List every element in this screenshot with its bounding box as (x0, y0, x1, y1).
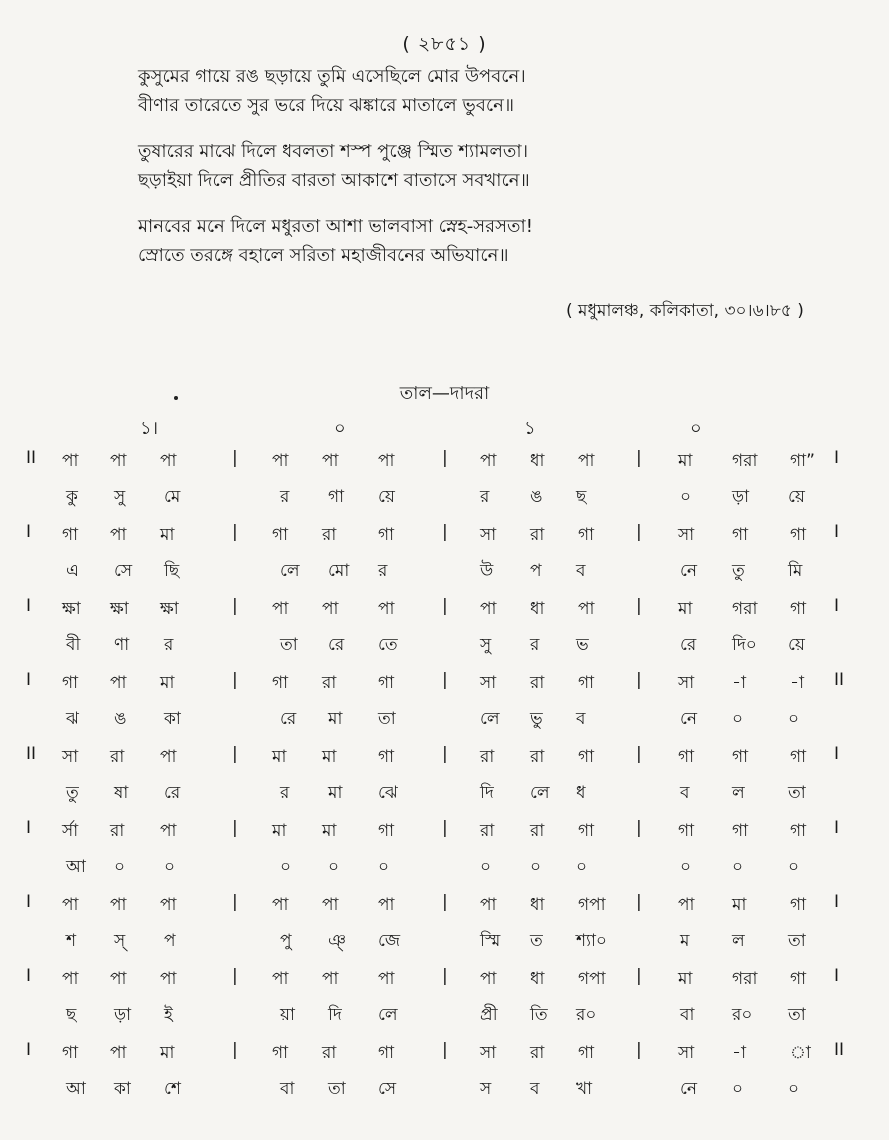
lyric-syllable: ড়া (732, 487, 750, 507)
swara-note: মা (322, 821, 337, 841)
lyric-syllable: তা (328, 1079, 346, 1099)
swara-note: পা (160, 451, 177, 471)
swara-note: মা (160, 525, 175, 545)
lyric-syllable: সু (480, 635, 492, 655)
lyric-syllable: তু (732, 561, 745, 581)
lyric-syllable: ই (164, 1005, 173, 1025)
bar-divider: | (636, 966, 642, 986)
bar-divider: | (232, 670, 238, 690)
lyric-syllable: ণা (114, 635, 130, 655)
swara-note: পা (272, 895, 289, 915)
swara-note: গা (678, 747, 695, 767)
lyric-syllable: রে (164, 783, 181, 803)
swara-row (0, 818, 889, 854)
lyric-syllable: ভ (576, 635, 589, 655)
bar-divider: | (232, 744, 238, 764)
lyric-syllable: ০ (732, 1079, 744, 1099)
lyric-syllable: মো (328, 561, 350, 581)
bar-divider: | (636, 1040, 642, 1060)
bar-divider: | (442, 522, 448, 542)
start-bar-mark: II (26, 744, 37, 764)
lyric-syllable: উ (480, 561, 494, 581)
lyric-syllable: ০ (164, 857, 176, 877)
swara-row (0, 744, 889, 780)
swara-note: -া (732, 673, 746, 693)
lyric-syllable: য়া (280, 1005, 295, 1025)
notation-table (0, 448, 889, 1114)
swara-note: পা (110, 1043, 127, 1063)
lyric-syllable: য়ে (378, 487, 395, 507)
lyric-syllable: ০ (680, 857, 692, 877)
swara-note: সা (62, 747, 79, 767)
swara-note: রা (530, 821, 545, 841)
lyric-syllable: র (378, 561, 388, 581)
lyric-syllable: জে (378, 931, 401, 951)
lyric-syllable: ০ (576, 857, 588, 877)
lyric-syllable: শ্যা০ (576, 931, 607, 951)
lyric-syllable: র (530, 635, 540, 655)
beat-mark: ১। (140, 418, 159, 439)
lyric-syllable: ঙ (114, 709, 127, 729)
lyric-syllable: ল (732, 783, 745, 803)
swara-note: গা (62, 673, 79, 693)
swara-note: গা (378, 821, 395, 841)
swara-note: গা (578, 747, 595, 767)
swara-note: রা (530, 673, 545, 693)
swara-note: মা (322, 747, 337, 767)
swara-note: মা (678, 451, 693, 471)
lyric-syllable: প্রী (480, 1005, 498, 1025)
end-bar-mark: I (834, 892, 840, 912)
swara-note: সা (678, 1043, 695, 1063)
lyric-syllable: লে (530, 783, 550, 803)
swara-note: পা (110, 451, 127, 471)
lyric-syllable: মে (164, 487, 181, 507)
bar-divider: | (232, 522, 238, 542)
swara-note: গপা (578, 895, 606, 915)
poem-line: ছড়াইয়া দিলে প্রীতির বারতা আকাশে বাতাসে সবখানে॥ (138, 170, 530, 191)
end-bar-mark: I (834, 596, 840, 616)
start-bar-mark: I (26, 596, 32, 616)
lyric-syllable: ছি (164, 561, 180, 581)
lyric-syllable: ০ (732, 709, 744, 729)
swara-note: ক্ষা (62, 599, 81, 619)
lyric-syllable: স্মি (480, 931, 501, 951)
bar-divider: | (442, 966, 448, 986)
start-bar-mark: II (26, 448, 37, 468)
swara-row (0, 522, 889, 558)
lyric-syllable: প (164, 931, 176, 951)
bar-divider: | (636, 744, 642, 764)
swara-note: গা (790, 821, 807, 841)
bar-divider: | (636, 892, 642, 912)
bar-divider: | (636, 818, 642, 838)
swara-note: গা (272, 1043, 289, 1063)
poem-line: তুষারের মাঝে দিলে ধবলতা শস্প পুঞ্জে স্মিত শ্যামলতা। (138, 141, 529, 162)
lyric-syllable: র (280, 783, 290, 803)
lyric-syllable: তে (378, 635, 398, 655)
lyric-syllable: রে (280, 709, 297, 729)
end-bar-mark: II (834, 1040, 845, 1060)
lyric-syllable: য়ে (788, 487, 805, 507)
lyric-syllable: ০ (680, 487, 692, 507)
swara-note: ক্ষা (110, 599, 129, 619)
swara-note: গা (578, 673, 595, 693)
attribution: ( মধুমালঞ্চ, কলিকাতা, ৩০।৬।৮৫ ) (566, 301, 804, 321)
lyric-syllable: তা (788, 783, 806, 803)
swara-note: রা (480, 821, 495, 841)
start-bar-mark: I (26, 1040, 32, 1060)
end-bar-mark: I (834, 966, 840, 986)
swara-note: মা (678, 969, 693, 989)
swara-note: পা (378, 451, 395, 471)
lyric-row (0, 928, 889, 966)
swara-note: ক্ষা (160, 599, 179, 619)
bar-divider: | (442, 892, 448, 912)
swara-note: পা (378, 969, 395, 989)
lyric-syllable: কা (114, 1079, 131, 1099)
swara-note: পা (110, 895, 127, 915)
swara-note: পা (378, 599, 395, 619)
swara-note: ধা (530, 895, 545, 915)
swara-note: গা (378, 525, 395, 545)
swara-note: গা (378, 1043, 395, 1063)
swara-note: পা (160, 895, 177, 915)
lyric-syllable: ঞ্ (328, 931, 346, 951)
swara-note: গা (62, 525, 79, 545)
lyric-syllable: প (530, 561, 542, 581)
lyric-syllable: মা (328, 783, 343, 803)
lyric-row (0, 1002, 889, 1040)
swara-note: পা (62, 895, 79, 915)
swara-note: গরা (732, 451, 758, 471)
lyric-syllable: কা (164, 709, 181, 729)
bar-divider: | (232, 1040, 238, 1060)
end-bar-mark: I (834, 448, 840, 468)
tala-title: তাল—দাদরা (399, 383, 490, 404)
swara-note: পা (272, 599, 289, 619)
swara-note: সা (678, 673, 695, 693)
start-bar-mark: I (26, 892, 32, 912)
lyric-row (0, 632, 889, 670)
lyric-syllable: মা (328, 709, 343, 729)
lyric-syllable: ০ (530, 857, 542, 877)
beat-mark: ০ (334, 418, 346, 439)
lyric-syllable: গা (328, 487, 345, 507)
lyric-syllable: র (480, 487, 490, 507)
lyric-row (0, 1076, 889, 1114)
lyric-syllable: ঝে (378, 783, 398, 803)
swara-note: -া (790, 673, 804, 693)
lyric-syllable: ল (732, 931, 745, 951)
swara-note: রা (530, 525, 545, 545)
swara-note: গরা (732, 969, 758, 989)
swara-note: পা (160, 969, 177, 989)
swara-note: পা (480, 451, 497, 471)
lyric-syllable: লে (280, 561, 300, 581)
lyric-syllable: ব (576, 709, 586, 729)
lyric-syllable: ছ (66, 1005, 77, 1025)
lyric-syllable: বা (280, 1079, 295, 1099)
swara-note: মা (272, 747, 287, 767)
lyric-syllable: র০ (576, 1005, 597, 1025)
swara-note: পা (480, 895, 497, 915)
lyric-syllable: ঙ (530, 487, 543, 507)
swara-note: গা (578, 525, 595, 545)
swara-note: রা (530, 1043, 545, 1063)
lyric-syllable: ০ (788, 857, 800, 877)
swara-note: পা (272, 451, 289, 471)
swara-note: গা (732, 821, 749, 841)
lyric-syllable: দি (328, 1005, 342, 1025)
swara-note: পা (322, 895, 339, 915)
swara-note: গা (790, 969, 807, 989)
lyric-syllable: ছ (576, 487, 587, 507)
lyric-syllable: স (480, 1079, 492, 1099)
lyric-syllable: ধ (576, 783, 586, 803)
beat-mark: ১ (524, 418, 536, 439)
poem-line: মানবের মনে দিলে মধুরতা আশা ভালবাসা স্নেহ-সরসতা! (138, 216, 533, 237)
swara-note: -া (732, 1043, 746, 1063)
lyric-syllable: ড়া (114, 1005, 132, 1025)
swara-note: পা (160, 821, 177, 841)
swara-note: পা (480, 969, 497, 989)
poem-line: কুসুমের গায়ে রঙ ছড়ায়ে তুমি এসেছিলে মোর উপবনে। (138, 66, 526, 87)
lyric-syllable: ঝ (66, 709, 79, 729)
lyric-syllable: কু (66, 487, 78, 507)
swara-row (0, 596, 889, 632)
lyric-syllable: তা (788, 931, 806, 951)
lyric-syllable: আ (66, 857, 86, 877)
swara-note: পা (110, 969, 127, 989)
bar-divider: | (442, 448, 448, 468)
swara-note: র্সা (62, 821, 79, 841)
swara-note: সা (480, 525, 497, 545)
bar-divider: | (442, 744, 448, 764)
lyric-syllable: য়ে (788, 635, 805, 655)
swara-note: পা (378, 895, 395, 915)
lyric-syllable: বা (680, 1005, 695, 1025)
swara-note: রা (110, 747, 125, 767)
swara-note: গা (578, 821, 595, 841)
swara-note: পা (272, 969, 289, 989)
lyric-syllable: ভু (530, 709, 543, 729)
swara-note: গা (62, 1043, 79, 1063)
swara-note: গা (378, 673, 395, 693)
lyric-syllable: ম (680, 931, 690, 951)
swara-note: গপা (578, 969, 606, 989)
swara-row (0, 892, 889, 928)
swara-note: পা (322, 969, 339, 989)
lyric-row (0, 558, 889, 596)
bar-divider: | (442, 596, 448, 616)
start-bar-mark: I (26, 522, 32, 542)
lyric-syllable: দি (480, 783, 494, 803)
swara-note: গা (378, 747, 395, 767)
swara-note: মা (160, 673, 175, 693)
lyric-syllable: তি (530, 1005, 548, 1025)
lyric-syllable: র (280, 487, 290, 507)
swara-row (0, 448, 889, 484)
swara-note: মা (732, 895, 747, 915)
lyric-syllable: ০ (280, 857, 292, 877)
swara-row (0, 670, 889, 706)
lyric-syllable: সে (114, 561, 133, 581)
swara-note: গা (272, 673, 289, 693)
lyric-row (0, 854, 889, 892)
start-bar-mark: I (26, 966, 32, 986)
end-bar-mark: II (834, 670, 845, 690)
lyric-syllable: ব (530, 1079, 540, 1099)
lyric-syllable: র০ (732, 1005, 753, 1025)
bar-divider: | (636, 448, 642, 468)
bar-divider: | (442, 818, 448, 838)
swara-note: পা (110, 673, 127, 693)
lyric-syllable: ০ (114, 857, 126, 877)
swara-note: রা (322, 525, 337, 545)
swara-note: সা (678, 525, 695, 545)
start-bar-mark: I (26, 670, 32, 690)
lyric-syllable: ব (576, 561, 586, 581)
lyric-syllable: রে (680, 635, 697, 655)
lyric-syllable: নে (680, 709, 698, 729)
swara-note: গা (272, 525, 289, 545)
lyric-syllable: ষা (114, 783, 129, 803)
lyric-syllable: লে (378, 1005, 398, 1025)
lyric-syllable: ত (530, 931, 543, 951)
lyric-syllable: নে (680, 561, 698, 581)
poem-line: বীণার তারেতে সুর ভরে দিয়ে ঝঙ্কারে মাতালে ভুবনে॥ (138, 95, 515, 116)
lyric-syllable: এ (66, 561, 79, 581)
swara-note: গা (790, 895, 807, 915)
lyric-row (0, 706, 889, 744)
start-bar-mark: I (26, 818, 32, 838)
bar-divider: | (232, 966, 238, 986)
swara-note: মা (272, 821, 287, 841)
swara-note: গরা (732, 599, 758, 619)
swara-row (0, 966, 889, 1002)
poem (138, 62, 858, 270)
lyric-syllable: সে (378, 1079, 397, 1099)
lyric-syllable: রে (328, 635, 345, 655)
swara-note: রা (110, 821, 125, 841)
lyric-syllable: ০ (788, 1079, 800, 1099)
bar-divider: | (442, 670, 448, 690)
swara-note: গা (790, 747, 807, 767)
swara-note: রা (480, 747, 495, 767)
swara-note: গা (790, 599, 807, 619)
lyric-syllable: মি (788, 561, 803, 581)
swara-note: সা (480, 1043, 497, 1063)
lyric-syllable: স্ (114, 931, 126, 951)
bar-divider: | (636, 522, 642, 542)
bar-divider: | (232, 448, 238, 468)
lyric-syllable: তা (378, 709, 396, 729)
swara-note: পা (480, 599, 497, 619)
lyric-syllable: ব (680, 783, 690, 803)
lyric-syllable: পু (280, 931, 292, 951)
swara-note: া (790, 1043, 811, 1063)
swara-note: গা (732, 747, 749, 767)
bar-divider: | (232, 596, 238, 616)
lyric-syllable: নে (680, 1079, 698, 1099)
swara-note: পা (160, 747, 177, 767)
swara-note: ধা (530, 451, 545, 471)
swara-note: রা (322, 673, 337, 693)
swara-note: গা (790, 525, 807, 545)
bar-divider: | (442, 1040, 448, 1060)
swara-note: গা” (790, 451, 815, 471)
lyric-syllable: দি০ (732, 635, 757, 655)
swara-note: ধা (530, 969, 545, 989)
page-number: ( ২৮৫১ ) (402, 33, 487, 55)
lyric-syllable: তু (66, 783, 79, 803)
lyric-syllable: ০ (378, 857, 390, 877)
swara-note: পা (62, 969, 79, 989)
swara-note: গা (732, 525, 749, 545)
ink-dot (174, 396, 178, 400)
swara-note: পা (322, 451, 339, 471)
lyric-syllable: সু (114, 487, 126, 507)
lyric-syllable: ০ (732, 857, 744, 877)
end-bar-mark: I (834, 522, 840, 542)
bar-divider: | (232, 818, 238, 838)
swara-note: ধা (530, 599, 545, 619)
swara-note: গা (678, 821, 695, 841)
lyric-syllable: শ (66, 931, 77, 951)
swara-note: গা (578, 1043, 595, 1063)
swara-note: রা (530, 747, 545, 767)
lyric-syllable: বী (66, 635, 81, 655)
swara-note: মা (160, 1043, 175, 1063)
end-bar-mark: I (834, 744, 840, 764)
lyric-syllable: তা (788, 1005, 806, 1025)
lyric-syllable: তা (280, 635, 298, 655)
lyric-syllable: ০ (480, 857, 492, 877)
swara-note: পা (62, 451, 79, 471)
bar-divider: | (636, 596, 642, 616)
swara-note: পা (110, 525, 127, 545)
lyric-syllable: ০ (328, 857, 340, 877)
swara-note: রা (322, 1043, 337, 1063)
bar-divider: | (232, 892, 238, 912)
lyric-syllable: আ (66, 1079, 86, 1099)
swara-note: সা (480, 673, 497, 693)
lyric-syllable: লে (480, 709, 500, 729)
swara-note: পা (578, 451, 595, 471)
lyric-syllable: ০ (788, 709, 800, 729)
lyric-row (0, 484, 889, 522)
lyric-row (0, 780, 889, 818)
poem-line: স্রোতে তরঙ্গে বহালে সরিতা মহাজীবনের অভিযানে॥ (138, 245, 509, 266)
lyric-syllable: র (164, 635, 174, 655)
swara-note: পা (322, 599, 339, 619)
beat-mark: ০ (690, 418, 702, 439)
lyric-syllable: খা (576, 1079, 593, 1099)
swara-row (0, 1040, 889, 1076)
end-bar-mark: I (834, 818, 840, 838)
bar-divider: | (636, 670, 642, 690)
swara-note: পা (578, 599, 595, 619)
swara-note: পা (678, 895, 695, 915)
lyric-syllable: শে (164, 1079, 181, 1099)
swara-note: মা (678, 599, 693, 619)
